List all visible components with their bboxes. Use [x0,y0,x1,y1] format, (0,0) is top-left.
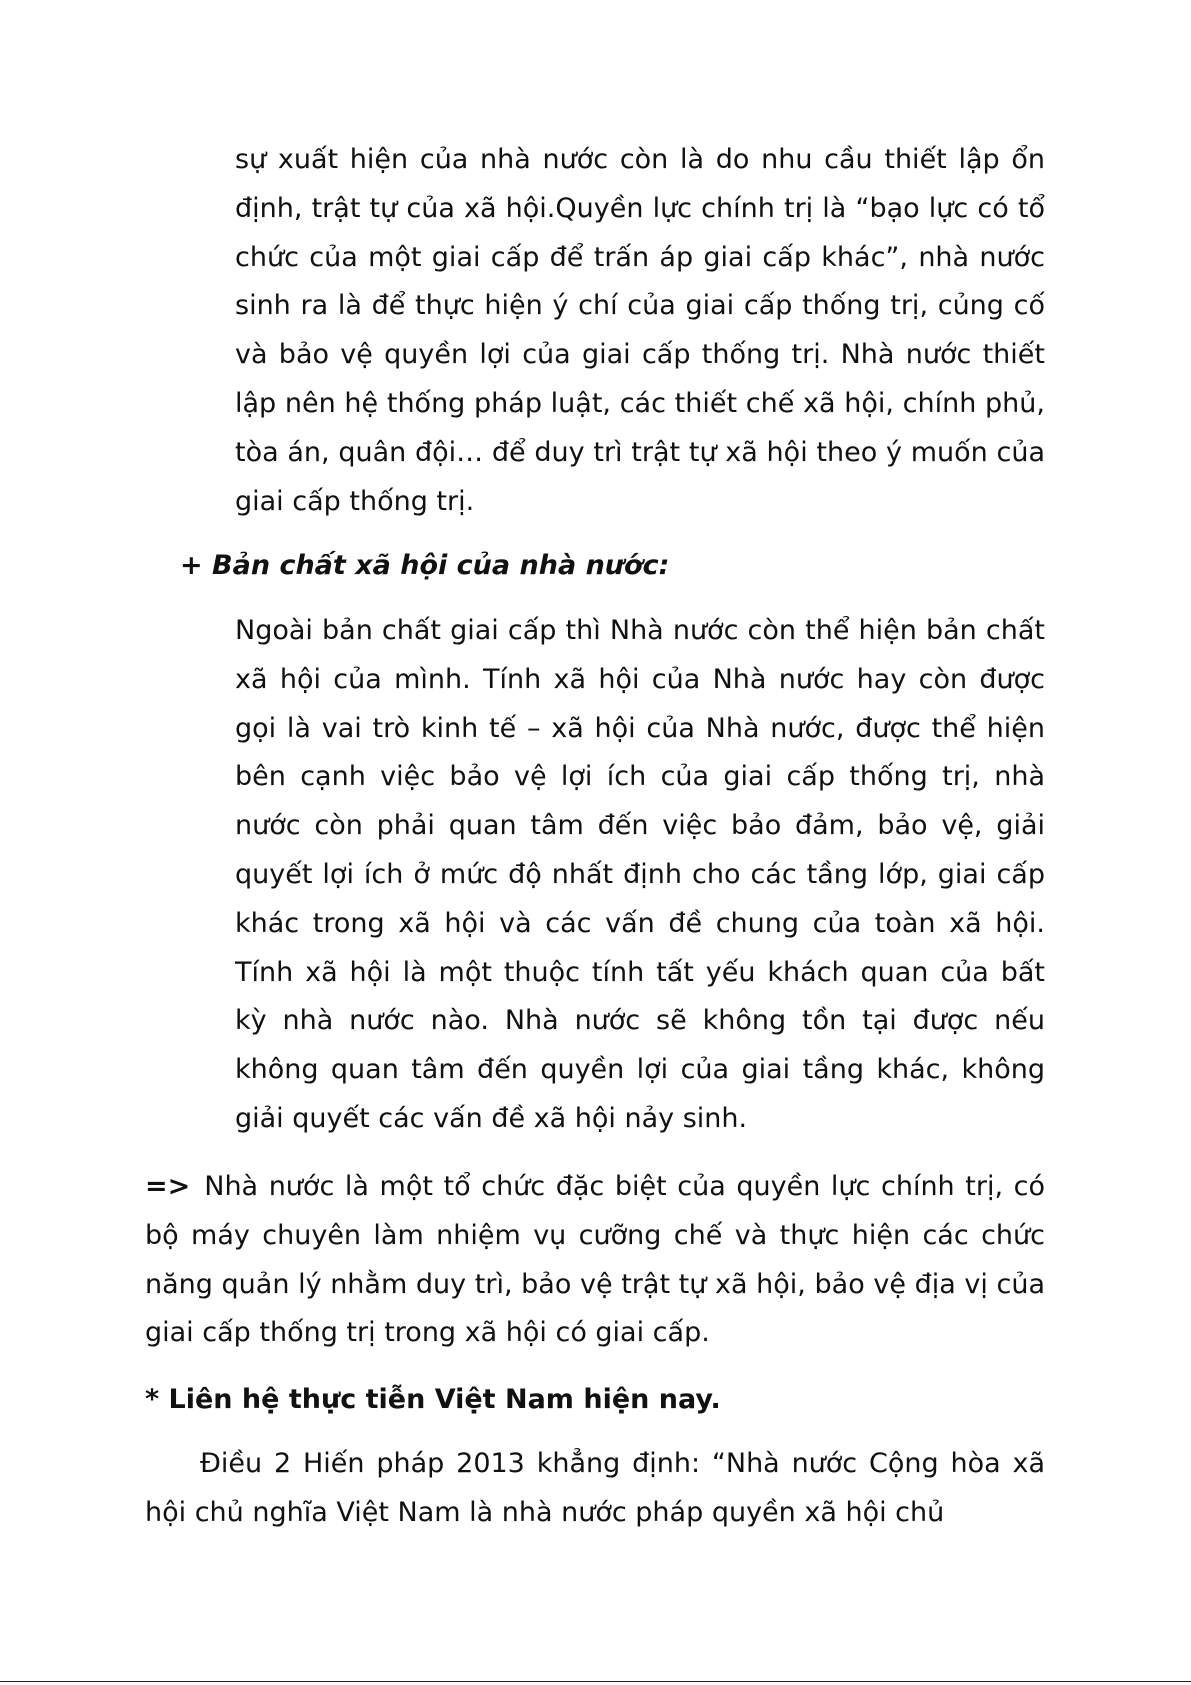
conclusion-marker: => [145,1171,191,1202]
paragraph-social-nature: Ngoài bản chất giai cấp thì Nhà nước còn thể hiện bản chất xã hội của mình. Tính xã hội của Nhà nước hay còn được gọi là vai trò kinh tế – xã hội của Nhà nước, được thể hiện bên cạnh việc bảo vệ lợi ích của giai cấp thống trị, nhà nước còn phải quan tâm đến việc bảo đảm, bảo vệ, giải quyết lợi ích ở mức độ nhất định cho các tầng lớp, giai cấp khác trong xã hội và các vấn đề chung của toàn xã hội. Tính xã hội là một thuộc tính tất yếu khách quan của bất kỳ nhà nước nào. Nhà nước sẽ không tồn tại được nếu không quan tâm đến quyền lợi của giai tầng khác, không giải quyết các vấn đề xã hội nảy sinh. [235,615,1045,1134]
conclusion-text: Nhà nước là một tổ chức đặc biệt của quyền lực chính trị, có bộ máy chuyên làm nhiệm vụ cưỡng chế và thực hiện các chức năng quản lý nhằm duy trì, bảo vệ trật tự xã hội, bảo vệ địa vị của giai cấp thống trị trong xã hội có giai cấp. [145,1171,1045,1349]
paragraph-class-nature: sự xuất hiện của nhà nước còn là do nhu cầu thiết lập ổn định, trật tự của xã hội.Quyền lực chính trị là “bạo lực có tổ chức của một giai cấp để trấn áp giai cấp khác”, nhà nước sinh ra là để thực hiện ý chí của giai cấp thống trị, củng cố và bảo vệ quyền lợi của giai cấp thống trị. Nhà nước thiết lập nên hệ thống pháp luật, các thiết chế xã hội, chính phủ, tòa án, quân đội… để duy trì trật tự xã hội theo ý muốn của giai cấp thống trị. [235,144,1045,517]
paragraph-constitution: Điều 2 Hiến pháp 2013 khẳng định: “Nhà nước Cộng hòa xã hội chủ nghĩa Việt Nam là nhà nước pháp quyền xã hội chủ [145,1448,1045,1528]
heading-social-nature [180,542,669,590]
heading-marker: + [180,550,203,581]
heading-social-nature-text: Bản chất xã hội của nhà nước: [212,550,670,581]
heading-vietnam-practice: * Liên hệ thực tiễn Việt Nam hiện nay. [145,1384,721,1415]
page-bottom-divider [0,1681,1191,1682]
paragraph-conclusion [145,1163,1045,1358]
